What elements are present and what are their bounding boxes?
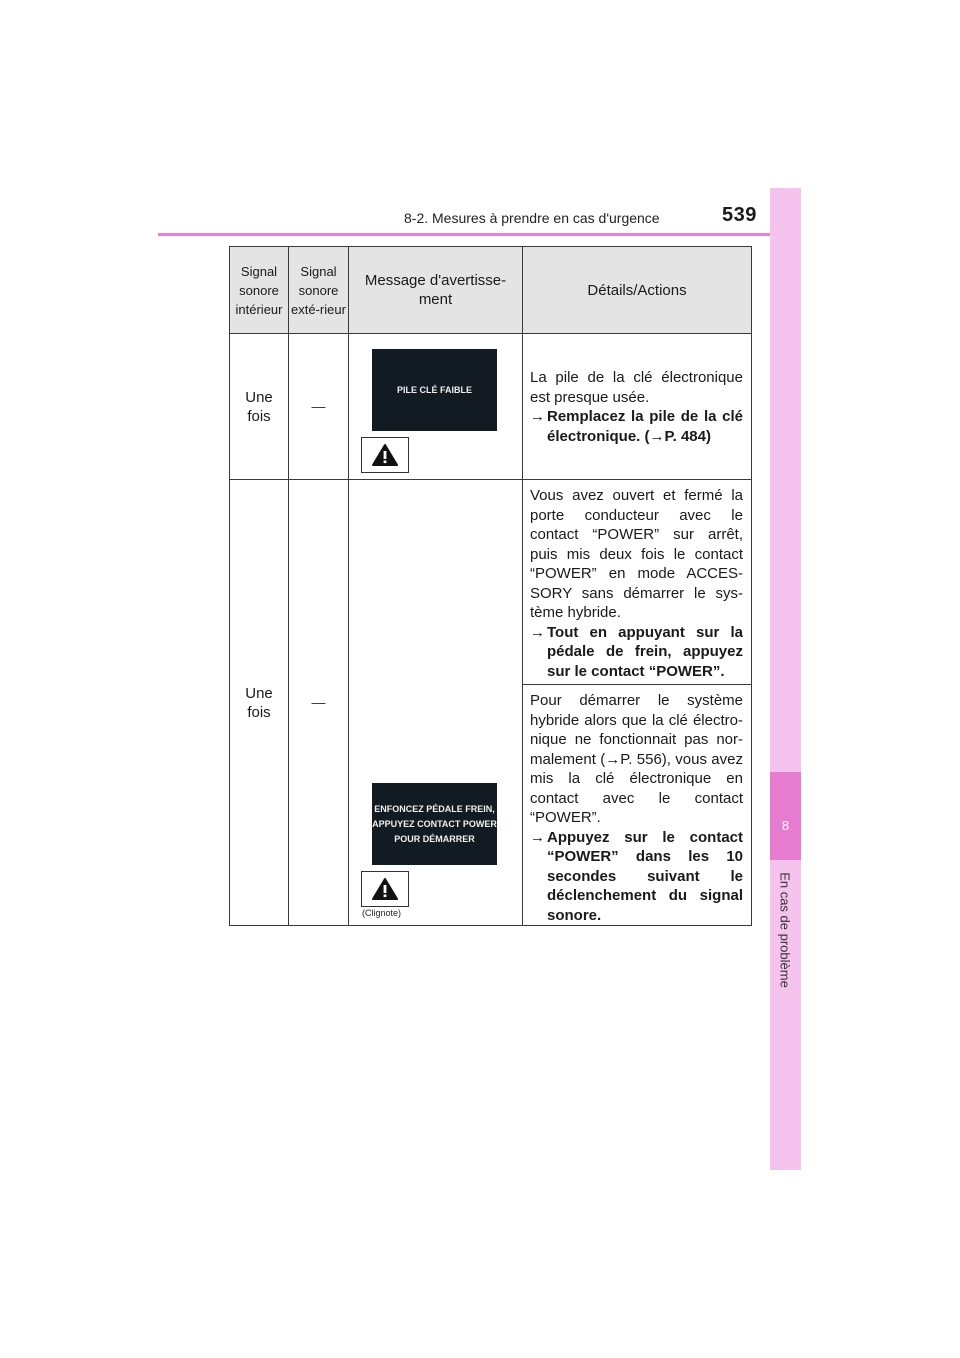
warning-message-cell [349,480,523,926]
action-item [530,623,743,682]
exterior-buzzer-value: — [311,398,326,414]
page-ref-arrow: → [605,750,621,768]
display-screen [372,783,497,865]
table-row [230,480,752,685]
action-item [530,407,743,446]
warning-triangle-icon [361,437,409,473]
arrow-icon: → [530,408,545,425]
table-header-row [230,247,752,334]
side-chapter-box [770,772,801,860]
exterior-buzzer-cell [289,334,349,480]
column-header-interior-buzzer: Signal sonore intérieur [230,247,289,334]
exterior-buzzer-cell [289,480,349,926]
side-chapter-number: 8 [781,818,790,833]
header-rule [158,233,800,236]
side-tab [770,188,801,1170]
screen-text-line: APPUYEZ CONTACT POWER [372,818,497,829]
page-number: 539 [722,204,757,226]
action-text: Tout en appuyant sur la pédale de frein, appuyez sur le contact “POWER”. [547,623,743,680]
arrow-icon: → [530,623,545,641]
details-cell [523,480,752,685]
display-screen [372,349,497,431]
warning-table [229,246,752,926]
screen-text-line: PILE CLÉ FAIBLE [396,384,472,395]
column-header-exterior-buzzer: Signal sonore exté-rieur [289,247,349,334]
page-ref-arrow: → [649,427,665,445]
screen-text-line: POUR DÉMARRER [394,833,475,844]
detail-text: Pour démarrer le système hybride alors que la clé électro-nique ne fonctionnait pas nor-malement (→P. 556), vous avez mis la clé électronique en contact avec le contact “POWER”. [530,692,743,826]
side-chapter-label: En cas de problème [777,872,793,988]
interior-buzzer-value: Une fois [245,388,273,425]
page-reference-text: P. 556), vous avez mis la clé électronique en contact avec le contact “POWER”. [530,750,743,826]
exterior-buzzer-value: — [311,694,326,710]
warning-message-cell [349,334,523,480]
interior-buzzer-cell [230,480,289,926]
screen-text-line: ENFONCEZ PÉDALE FREIN, [374,803,495,814]
detail-text: Vous avez ouvert et fermé la porte conducteur avec le contact “POWER” sur arrêt, puis mis deux fois le contact “POWER” en mode ACCES-SORY sans démarrer le sys-tème hybride. [530,487,743,621]
warning-triangle-icon [361,871,409,907]
header-title: 8-2. Mesures à prendre en cas d'urgence [404,210,660,226]
details-cell [523,334,752,480]
details-cell [523,685,752,926]
detail-text: La pile de la clé électronique est presque usée. [530,369,743,406]
table-row [230,334,752,480]
interior-buzzer-cell [230,334,289,480]
column-header-message: Message d'avertisse-ment [349,247,523,334]
page-reference-link[interactable]: P. 484) [664,427,711,445]
column-header-details: Détails/Actions [523,247,752,334]
action-text: Appuyez sur le contact “POWER” dans les 10 secondes suivant le déclenchement du signal sonore. [547,828,743,924]
blink-note: (Clignote) [362,908,402,918]
action-text: Remplacez la pile de la clé électronique. (→P. 484) [547,408,743,445]
arrow-icon: → [530,828,545,846]
interior-buzzer-value: Une fois [245,684,273,721]
action-item [530,828,743,926]
